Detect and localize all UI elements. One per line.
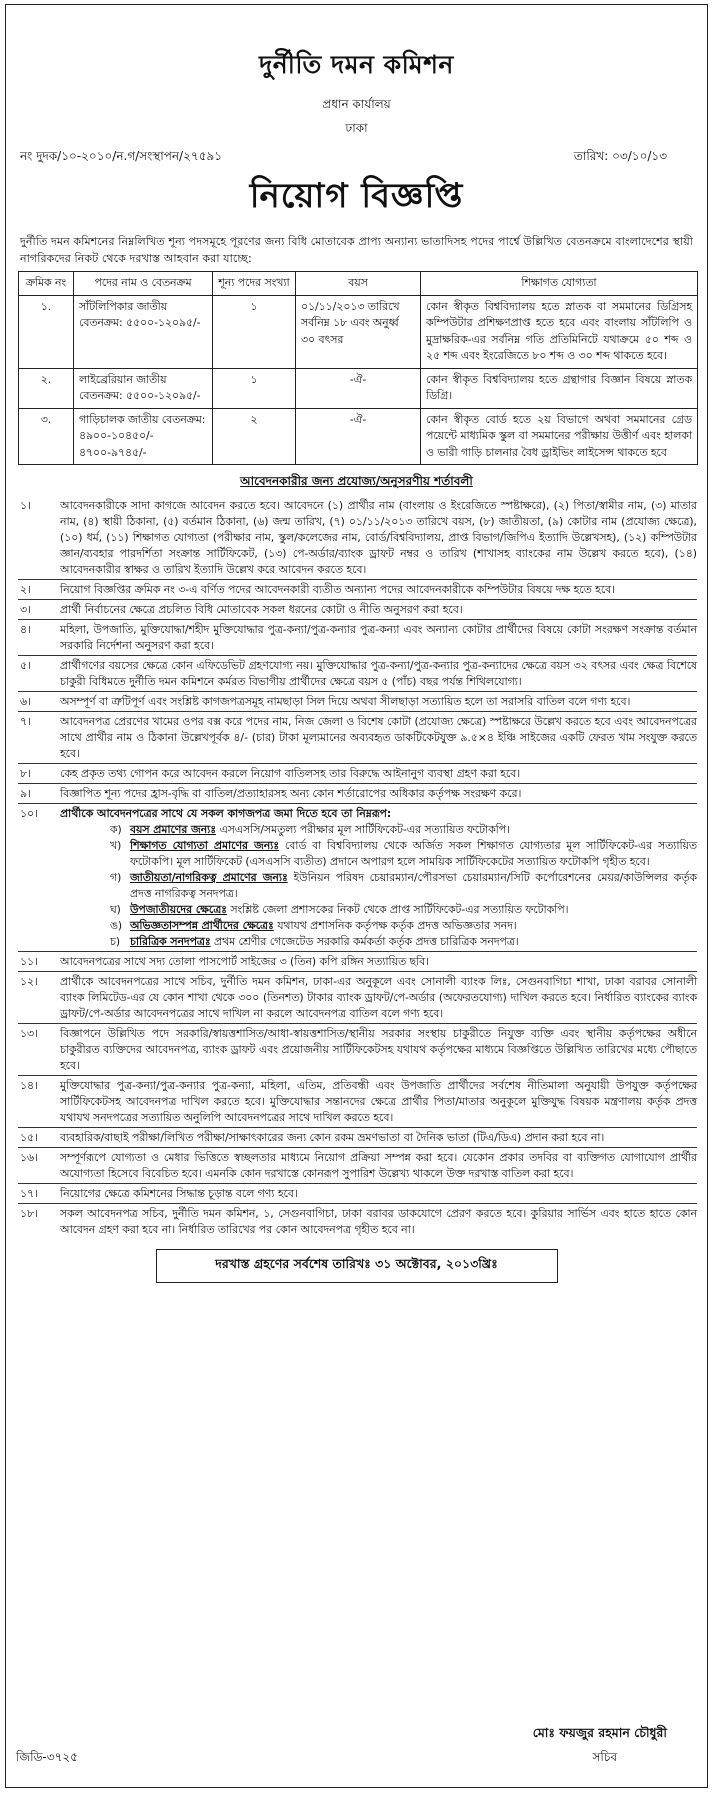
condition-item (18, 783, 697, 803)
condition-text-block (60, 622, 697, 654)
cell-post: সাঁটলিপিকার জাতীয় বেতনক্রম: ৫৫০০-১২০৯৫/- (74, 295, 213, 368)
condition-item (18, 1127, 697, 1147)
requirement-body (130, 838, 697, 870)
signatory-title: সচিব (592, 1750, 617, 1764)
document-requirement-item (110, 934, 697, 950)
notice-page (5, 4, 708, 1788)
document-requirement-item (110, 838, 697, 870)
document-requirement-item (110, 822, 697, 838)
condition-item (18, 803, 697, 951)
condition-item (18, 971, 697, 1023)
condition-item (18, 711, 697, 763)
condition-text: সম্পূর্ণরূপে যোগ্যতা ও মেধার ভিত্তিতে স্বচ্ছলতার মাধ্যমে নিয়োগ প্রক্রিয়া সম্পন্ন করা হবে। যেকোন প্রকার তদবির বা ব্যক্তিগত যোগাযোগ প্রার্থীর অযোগ্যতা হিসেবে বিবেচিত হবে। এমনকি কোন দরখাস্তে কোনরূপ সুপারিশ উল্লেখ্য থাকলে উক্ত দরখাস্ত বাতিল করা হবে। (60, 1151, 697, 1180)
notice-title: নিয়োগ বিজ্ঞপ্তি (249, 176, 464, 216)
condition-item (18, 763, 697, 783)
condition-text-block (60, 498, 697, 578)
condition-item (18, 655, 697, 691)
condition-number: ৯। (20, 787, 31, 800)
office-name: প্রধান কার্যালয় (322, 97, 391, 111)
cell-qualification: কোন স্বীকৃত বিশ্ববিদ্যালয় হতে স্নাতক বা সমমানের ডিগ্রিসহ কম্পিউটার প্রশিক্ষণপ্রাপ্ত হতে হবে এবং বাংলায় সাঁটলিপি ও মুদ্রাক্ষরিক-এর সর্বনিম্ন গতি প্রতিমিনিটে যথাক্রমে ৫০ শব্দ ও ২৫ শব্দ এবং ইংরেজিতে ৮০ শব্দ ও ৩০ শব্দ থাকতে হবে। (421, 295, 698, 368)
conditions-title: আবেদনকারীর জন্য প্রযোজ্য/অনুসরণীয় শর্তাবলী (240, 474, 473, 488)
condition-number: ৬। (20, 695, 31, 708)
document-requirement-item (110, 918, 697, 934)
cell-count: ২ (213, 408, 296, 465)
requirement-heading: বয়স প্রমাণের জন্যঃ (130, 823, 217, 836)
col-header-sl: ক্রমিক নং (19, 272, 74, 296)
condition-text-block (60, 602, 697, 618)
condition-number: ৮। (20, 767, 31, 780)
col-header-age: বয়স (296, 272, 421, 296)
document-requirement-item (110, 902, 697, 918)
gd-number: জিডি-৩৭২৫ (16, 1750, 78, 1764)
condition-number: ১১। (20, 955, 38, 968)
condition-text: অসম্পূর্ণ বা ত্রুটিপূর্ণ এবং সংশ্লিষ্ট কাগজপত্রসমূহ নামছাড়া সিল দিয়ে অথবা সীলছাড়া সত্যায়িত হলে তা সরাসরি বাতিল বলে গণ্য হবে। (60, 695, 631, 708)
requirement-body (130, 822, 697, 838)
cell-sl: ২. (19, 368, 74, 408)
col-header-count: শূন্য পদের সংখ্যা (213, 272, 296, 296)
condition-item (18, 691, 697, 711)
condition-text-block (60, 1150, 697, 1182)
requirement-body (130, 870, 697, 902)
condition-number: ৫। (20, 659, 31, 672)
cell-post: লাইব্রেরিয়ান জাতীয় বেতনক্রম: ৫৫০০-১২০৯৫/- (74, 368, 213, 408)
condition-text-block (60, 766, 697, 782)
signatory-name: মোঃ ফয়জুর রহমান চৌধুরী (532, 1725, 667, 1740)
condition-text: বিজ্ঞাপনে উল্লিখিত পদে সরকারি/স্বায়ত্তশাসিত/আধা-স্বায়ত্তশাসিত/স্থানীয় সরকার সংস্থায় চাকুরীতে নিযুক্ত ব্যক্তি এবং স্থানীয় কর্তৃপক্ষের অধীনে চাকুরীরত ব্যক্তিদের আবেদনপত্র, ব্যাংক ড্রাফট এবং প্রয়োজনীয় সার্টিফিকেটসহ যথাযথ কর্তৃপক্ষের মাধ্যমে বিজ্ঞপ্তিতে উল্লিখিত তারিখের মধ্যে পৌছাতে হবে। (60, 1027, 697, 1072)
cell-qualification: কোন স্বীকৃত বোর্ড হতে ২য় বিভাগে অথবা সমমানের গ্রেড পয়েন্টে মাধ্যমিক স্কুল বা সমমানের পরীক্ষায় উত্তীর্ণ এবং হালকা ও ভারী গাড়ি চালনার বৈধ ড্রাইভিং লাইসেন্স থাকতে হবে (421, 408, 698, 465)
condition-text: প্রার্থীকে আবেদনপত্রের সাথে সচিব, দুর্নীতি দমন কমিশন, ঢাকা-এর অনুকূলে এবং সোনালী ব্যাংক লিঃ, সেগুনবাগিচা শাখা, ঢাকা বরাবর সোনালী ব্যাংক লিমিটেড-এর যে কোন শাখা থেকে ৩০০ (তিনশত) টাকার ব্যাংক ড্রাফট/পে-অর্ডার (অফেরতযোগ্য) দাখিল করতে হবে। নির্ধারিত ব্যাংকের ব্যাংক ড্রাফট/পে-অর্ডার আবেদনপত্রের সাথে দাখিল না করলে আবেদনপত্র বাতিল বলে গণ্য হবে। (60, 975, 697, 1020)
requirement-text: যথাযথ প্রশাসনিক কর্তৃপক্ষ কর্তৃক প্রদত্ত অভিজ্ঞতার সনদ। (273, 919, 517, 932)
condition-text: আবেদনপত্রের সাথে সদ্য তোলা পাসপোর্ট সাইজের ৩ (তিন) কপি রঙ্গিন সত্যায়িত ছবি। (60, 955, 429, 968)
condition-number: ১৫। (20, 1131, 38, 1144)
condition-text: নিয়োগের ক্ষেত্রে কমিশনের সিদ্ধান্ত চূড়ান্ত বলে গণ্য হবে। (60, 1187, 298, 1200)
requirement-body (130, 934, 697, 950)
condition-text-block (60, 786, 697, 802)
condition-number: ১২। (20, 975, 38, 988)
condition-number: ১৩। (20, 1027, 38, 1040)
cell-count: ১ (213, 295, 296, 368)
condition-item (18, 1203, 697, 1239)
condition-text: প্রার্থী নির্বাচনের ক্ষেত্রে প্রচলিত বিধি মোতাবেক সকল ধরনের কোটা ও নীতি অনুসরণ করা হবে। (60, 603, 463, 616)
condition-text: আবেদনপত্র প্রেরণের খামের ওপর বক্স করে পদের নাম, নিজ জেলা ও বিশেষ কোটা (প্রযোজ্য ক্ষেত্রে) স্পষ্টাক্ষরে উল্লেখ করতে হবে এবং আবেদনপত্রের সাথে প্রার্থীর নাম ও ঠিকানা উল্লেখপূর্বক ৪/- (চার) টাকা মূল্যমানের অব্যবহৃত ডাকটিকেটযুক্ত ৯.৫×৪ ইঞ্চি সাইজের একটি ফেরত খাম সংযুক্ত করতে হবে। (60, 715, 697, 760)
intro-paragraph: দুর্নীতি দমন কমিশনের নিম্নলিখিত শূন্য পদসমূহে পূরণের জন্য বিধি মোতাবেক প্রাপ্য অন্যান্য ভাতাদিসহ পদের পার্শ্বে উল্লিখিত বেতনক্রমে বাংলাদেশের স্থায়ী নাগরিকদের নিকট থেকে দরখাস্ত আহবান করা যাচ্ছে: (20, 235, 693, 265)
requirement-text: প্রথম শ্রেণীর গেজেটেড সরকারি কর্মকর্তা কর্তৃক প্রদত্ত চারিত্রিক সনদপত্র। (210, 935, 519, 948)
condition-text: নিয়োগ বিজ্ঞপ্তির ক্রমিক নং ৩-এ বর্ণিত পদের আবেদনকারী ব্যতীত অন্যান্য পদের আবেদনকারীকে কম্পিউটার বিষয়ে দক্ষ হতে হবে। (60, 583, 616, 596)
notice-date: তারিখ: ০৩/১০/১৩ (573, 149, 667, 163)
document-requirement-item (110, 870, 697, 902)
requirement-text: বোর্ড বা বিশ্ববিদ্যালয় থেকে অর্জিত সকল শিক্ষাগত যোগ্যতার মূল সার্টিফিকেট-এর সত্যায়িত ফটোকপি। মূল সার্টিফিকেট (এসএসসি ব্যতীত) প্রদানে অপারগ হলে সাময়িক সার্টিফিকেটের সত্যায়িত ফটোকপি গৃহীত হবে। (130, 839, 697, 868)
condition-number: ৩। (20, 603, 31, 616)
cell-post: গাড়িচালক জাতীয় বেতনক্রম: ৪৯০০-১০৪৫০/- ৪৭০০-৯৭৪৫/- (74, 408, 213, 465)
requirement-heading: উপজাতীয়দের ক্ষেত্রেঃ (130, 903, 227, 916)
condition-item (18, 1023, 697, 1075)
org-name: দুর্নীতি দমন কমিশন (259, 50, 454, 79)
condition-text-block (60, 582, 697, 598)
condition-text: মুক্তিযোদ্ধার পুত্র-কন্যা/পুত্র-কন্যার পুত্র-কন্যা, মহিলা, এতিম, প্রতিবন্ধী এবং উপজাতি প্রার্থীদের সর্বশেষ নীতিমালা অনুযায়ী উপযুক্ত কর্তৃপক্ষের সার্টিফিকেটসহ আবেদনপত্র দাখিল করতে হবে। মুক্তিযোদ্ধার সন্তানদের ক্ষেত্রে প্রার্থীর পিতা/মাতার অনুকূলে মুক্তিযুদ্ধ বিষয়ক মন্ত্রণালয় কর্তৃক প্রদত্ত যথাযথ সনদপত্রের সত্যায়িত অনুলিপি আবেদনপত্রের সাথে দাখিল করতে হবে। (60, 1079, 697, 1124)
posts-table (18, 271, 698, 465)
requirement-key: ক) (110, 823, 122, 836)
table-row (19, 295, 698, 368)
condition-text-block (60, 658, 697, 690)
condition-item (18, 579, 697, 599)
requirement-key: ঙ) (110, 919, 123, 932)
condition-number: ১৬। (20, 1151, 38, 1164)
condition-text-block (60, 954, 697, 970)
requirement-body (130, 918, 697, 934)
condition-text: সকল আবেদনপত্র সচিব, দুর্নীতি দমন কমিশন, ১, সেগুনবাগিচা, ঢাকা বরাবর ডাকযোগে প্রেরণ করতে হবে। কুরিয়ার সার্ভিস এবং হাতে হাতে কোন আবেদন গ্রহণ করা হবে না। নির্ধারিত তারিখের পর কোন আবেদনপত্র গৃহীত হবে না। (60, 1207, 697, 1236)
condition-text: আবেদনকারীকে সাদা কাগজে আবেদন করতে হবে। আবেদনে (১) প্রার্থীর নাম (বাংলায় ও ইংরেজিতে স্পষ্টাক্ষরে), (২) পিতা/স্বামীর নাম, (৩) মাতার নাম, (৪) স্থায়ী ঠিকানা, (৫) বর্তমান ঠিকানা, (৬) জন্ম তারিখ, (৭) ০১/১১/২০১৩ তারিখে বয়স, (৮) জাতীয়তা, (৯) কোটার নাম (প্রযোজ্য ক্ষেত্রে), (১০) ধর্ম, (১১) শিক্ষাগত যোগ্যতা (পরীক্ষার নাম, স্কুল/কলেজের নাম, বোর্ড/বিশ্ববিদ্যালয়, প্রাপ্ত বিভাগ/জিপিএ ইত্যাদি উল্লেখসহ), (১২) কম্পিউটার জ্ঞান/ব্যবহার পারদর্শিতা সংক্রান্ত সার্টিফিকেট, (১৩) পে-অর্ডার/ব্যাংক ড্রাফট নম্বর ও তারিখ (শাখাসহ ব্যাংকের নাম উল্লেখ করতে হবে), (১৪) আবেদনকারীর স্বাক্ষর ও তারিখ ইত্যাদি উল্লেখ করে আবেদন করতে হবে। (60, 499, 697, 576)
requirement-heading: চারিত্রিক সনদপত্রঃ (130, 935, 211, 948)
condition-item (18, 599, 697, 619)
condition-item (18, 951, 697, 971)
condition-text-block (60, 806, 697, 950)
deadline-box: দরখাস্ত গ্রহণের সর্বশেষ তারিখঃ ৩১ অক্টোবর, ২০১৩খ্রিঃ (156, 1249, 558, 1283)
table-header-row (19, 272, 698, 296)
cell-age: -ঐ- (296, 368, 421, 408)
cell-qualification: কোন স্বীকৃত বিশ্ববিদ্যালয় হতে গ্রন্থাগার বিজ্ঞান বিষয়ে স্নাতক ডিগ্রি। (421, 368, 698, 408)
condition-text-block (60, 1130, 697, 1146)
condition-text: প্রার্থীগণের বয়সের ক্ষেত্রে কোন এফিডেভিট গ্রহণযোগ্য নয়। মুক্তিযোদ্ধার পুত্র-কন্যা/পুত্র-কন্যার পুত্র-কন্যাদের ক্ষেত্রে বয়স ৩২ বৎসর এবং ক্ষেত্র বিশেষে চাকুরী বিধিমতে দুর্নীতি দমন কমিশনে কর্মরত বিভাগীয় প্রার্থীদের ক্ষেত্রে বয়স ৫ (পাঁচ) বছর পর্যন্ত শিথিলযোগ্য। (60, 659, 697, 688)
condition-text: মহিলা, উপজাতি, মুক্তিযোদ্ধা/শহীদ মুক্তিযোদ্ধার পুত্র-কন্যা/পুত্র-কন্যার পুত্র-কন্যা এবং অন্যান্য কোটার প্রার্থীদের বিষয়ে কোটা সংরক্ষণ সংক্রান্ত বর্তমান সরকারি নির্দেশনা অনুসরণ করা হবে। (60, 623, 697, 652)
cell-age: ০১/১১/২০১৩ তারিখে সর্বনিম্ন ১৮ এবং অনুর্ধ্ব ৩০ বৎসর (296, 295, 421, 368)
condition-text-block (60, 1186, 697, 1202)
conditions-list (18, 496, 697, 1239)
condition-item (18, 619, 697, 655)
condition-item (18, 1147, 697, 1183)
requirement-text: এসএসসি/সমতুল্য পরীক্ষার মূল সার্টিফিকেট-এর সত্যায়িত ফটোকপি। (216, 823, 510, 836)
requirement-text: সংশ্লিষ্ট জেলা প্রশাসকের নিকট থেকে প্রাপ্ত সার্টিফিকেট-এর সত্যায়িত ফটোকপি। (226, 903, 569, 916)
condition-text-block (60, 1206, 697, 1238)
table-row (19, 408, 698, 465)
condition-text: বিজ্ঞাপিত শূন্য পদের হ্রাস-বৃদ্ধি বা বাতিল/প্রত্যাহারসহ অন্য কোন শর্তারোপের অধিকার কর্তৃপক্ষ সংরক্ষণ করে। (60, 787, 522, 800)
condition-number: ২। (20, 583, 31, 596)
condition-item (18, 1075, 697, 1127)
city-name: ঢাকা (345, 121, 368, 135)
col-header-post: পদের নাম ও বেতনক্রম (74, 272, 213, 296)
requirement-key: ঘ) (110, 903, 121, 916)
requirement-heading: জাতীয়তা/নাগরিকত্ব প্রমাণের জন্যঃ (130, 871, 288, 884)
requirement-key: খ) (110, 839, 122, 852)
cell-age: -ঐ- (296, 408, 421, 465)
reference-row (6, 148, 707, 168)
cell-sl: ৩. (19, 408, 74, 465)
cell-sl: ১. (19, 295, 74, 368)
condition-number: ১৪। (20, 1079, 38, 1092)
condition-text: প্রার্থীকে আবেদনপত্রের সাথে যে সকল কাগজপত্র জমা দিতে হবে তা নিম্নরূপ: (60, 807, 392, 820)
cell-count: ১ (213, 368, 296, 408)
condition-text: কেহ প্রকৃত তথ্য গোপন করে আবেদন করলে নিয়োগ বাতিলসহ তার বিরুদ্ধে আইনানুগ ব্যবস্থা গ্রহণ করা হবে। (60, 767, 521, 780)
table-row (19, 368, 698, 408)
condition-text-block (60, 694, 697, 710)
requirement-text: ইউনিয়ন পরিষদ চেয়ারম্যান/পৌরসভা চেয়ারম্যান/সিটি কর্পোরেশনের মেয়র/কাউন্সিলর কর্তৃক প্রদত্ত নাগরিকত্ব সনদপত্র। (130, 871, 697, 900)
requirement-key: গ) (110, 871, 122, 884)
condition-number: ১৭। (20, 1187, 38, 1200)
condition-item (18, 1183, 697, 1203)
memo-number: নং দুদক/১০-২০১০/ন.গ/সংস্থাপন/২৭৫৯১ (20, 149, 223, 163)
condition-number: ৭। (20, 715, 31, 728)
condition-number: ১। (20, 499, 31, 512)
condition-number: ৪। (20, 623, 31, 636)
requirement-body (130, 902, 697, 918)
requirement-heading: শিক্ষাগত যোগ্যতা প্রমাণের জন্যঃ (130, 839, 280, 852)
condition-text-block (60, 714, 697, 762)
condition-number: ১৮। (20, 1207, 38, 1220)
requirement-heading: অভিজ্ঞতাসম্পন্ন প্রার্থীদের ক্ষেত্রেঃ (130, 919, 274, 932)
condition-text: ব্যবহারিক/বাছাই পরীক্ষা/লিখিত পরীক্ষা/সাক্ষাৎকারের জন্য কোন রকম ভ্রমণভাতা বা দৈনিক ভাতা (টিএ/ডিএ) প্রদান করা হবে না। (60, 1131, 605, 1144)
condition-item (18, 496, 697, 579)
requirement-key: চ) (110, 935, 121, 948)
condition-text-block (60, 1026, 697, 1074)
col-header-qualification: শিক্ষাগত যোগ্যতা (421, 272, 698, 296)
condition-text-block (60, 974, 697, 1022)
condition-text-block (60, 1078, 697, 1126)
condition-number: ১০। (20, 807, 38, 820)
